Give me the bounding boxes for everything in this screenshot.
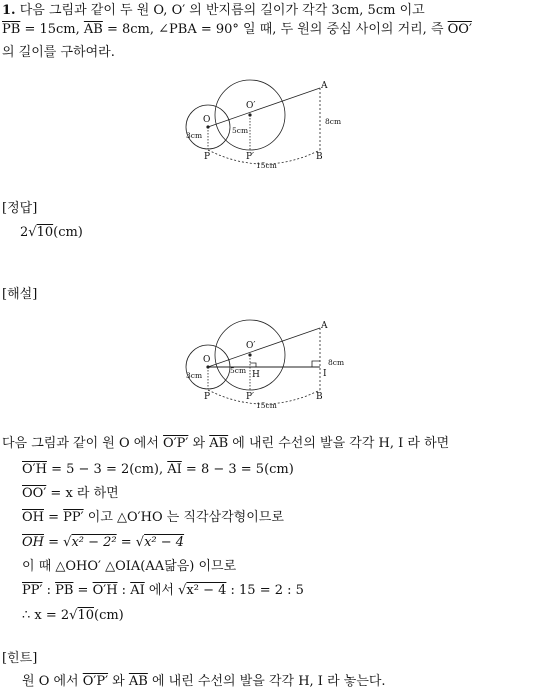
answer-value: 2√10(cm) (20, 225, 83, 240)
label-o: O (203, 115, 211, 125)
solution-header: [해설] (2, 287, 38, 302)
line-oa (208, 88, 320, 127)
answer-header: [정답] (2, 201, 38, 216)
label-a: A (321, 321, 328, 331)
solution-step-7: ∴ x = 2√10(cm) (22, 608, 124, 623)
answer-radicand: 10 (36, 225, 54, 240)
label-p-prime: P′ (246, 152, 255, 162)
problem-number: 1. (2, 3, 16, 18)
label-5cm: 5cm (232, 126, 249, 135)
problem-line-3: 의 길이를 구하여라. (2, 45, 115, 60)
label-8cm: 8cm (328, 358, 345, 367)
segment-oo: OO′ (447, 22, 472, 37)
solution-step-3: $\overline{OH} = PP'$ 이고 △O′HO 는 직각삼각형이므로 (22, 510, 284, 525)
label-3cm: 3cm (186, 371, 203, 380)
problem-text-1: 다음 그림과 같이 두 원 O, O′ 의 반지름의 길이가 각각 3cm, 5cm 이고 (19, 3, 425, 18)
solution-intro: 다음 그림과 같이 원 O 에서 O′P′ 와 $\overline{AB}$ 에 내린 수선의 발을 각각 H, I 라 하면 (2, 436, 450, 451)
figure-circles-2 (180, 318, 355, 413)
segment-ab: $\overline{AB}$ (83, 22, 103, 37)
figure-circles-1 (180, 78, 355, 173)
label-a: A (321, 81, 328, 91)
label-8cm: 8cm (325, 117, 342, 126)
label-5cm: 5cm (230, 366, 247, 375)
label-b: B (316, 152, 323, 162)
label-p: P (204, 392, 211, 402)
label-p-prime: P′ (246, 392, 255, 402)
label-15cm: 15cm (256, 401, 277, 410)
label-i: I (323, 369, 327, 379)
solution-step-4: $\overline{OH} = √x^2 - 2^2 = √x^2 - 4$ (22, 535, 185, 550)
label-h: H (252, 370, 260, 380)
solution-step-6: PP′ : $\overline{PB} = O'H$ : $\overline{AI}$ 에서 √x² − 4 : 15 = 2 : 5 (22, 583, 304, 598)
label-p: P (204, 152, 211, 162)
label-o-prime: O′ (246, 101, 256, 111)
label-b: B (316, 392, 323, 402)
segment-pb: $\overline{PB}$ (2, 22, 21, 37)
problem-line-2: $\overline{PB} = 15cm$, $\overline{AB} = 8cm$, ∠PBA = 90° 일 때, 두 원의 중심 사이의 거리, 즉 OO′ (2, 22, 472, 37)
solution-step-2: OO′ = x 라 하면 (22, 486, 119, 501)
label-o-prime: O′ (246, 341, 256, 351)
problem-line-1 (2, 2, 425, 20)
label-o: O (203, 355, 211, 365)
hint-header: [힌트] (2, 651, 38, 666)
label-3cm: 3cm (186, 131, 203, 140)
solution-step-5: 이 때 △OHO′ △OIA(AA닮음) 이므로 (22, 559, 237, 574)
label-15cm: 15cm (256, 161, 277, 170)
hint-text: 원 O 에서 O′P′ 와 $\overline{AB}$ 에 내린 수선의 발을 각각 H, I 라 놓는다. (22, 674, 386, 689)
solution-step-1: O′H = 5 − 3 = 2(cm), $\overline{AI} = 8 - 3 = 5(cm)$ (22, 462, 294, 477)
